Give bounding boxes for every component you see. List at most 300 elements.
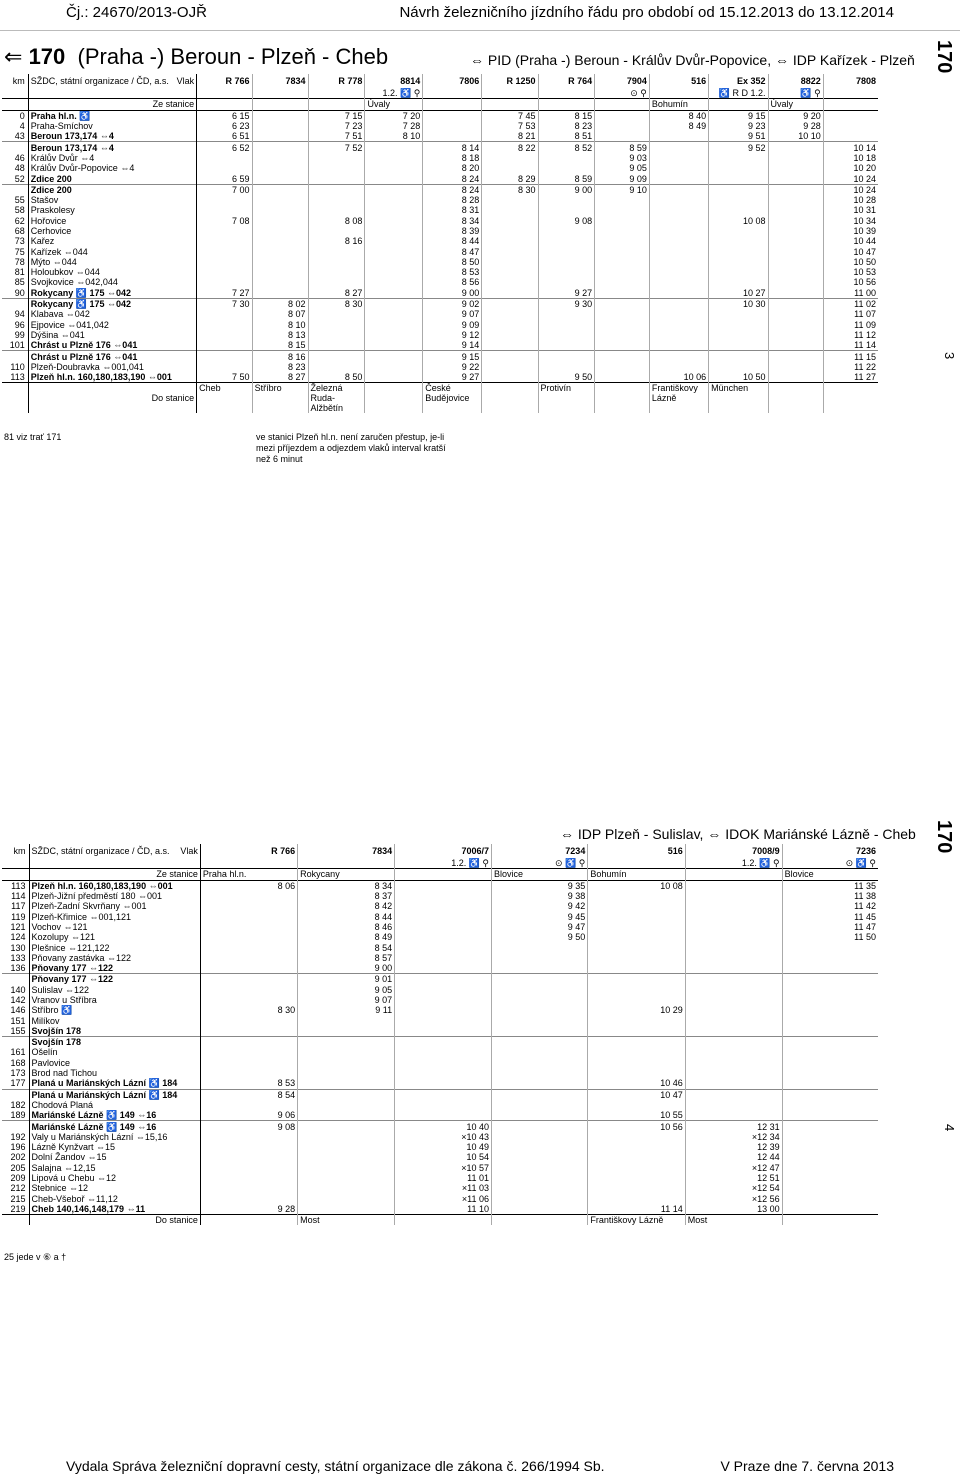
departure-time: 7 30 — [197, 298, 252, 309]
departure-time — [395, 1100, 492, 1110]
departure-time — [709, 362, 768, 372]
departure-time — [782, 1037, 878, 1048]
departure-time — [365, 246, 423, 256]
departure-time — [588, 1015, 685, 1025]
departure-time — [365, 351, 423, 362]
station-km: 117 — [11, 901, 26, 912]
departure-time — [768, 163, 823, 173]
origin-station: Bohumín — [588, 869, 685, 880]
destination-station: München — [709, 383, 768, 414]
departure-time: 6 59 — [197, 173, 252, 184]
departure-time — [308, 226, 365, 236]
train-label: Vlak — [176, 76, 195, 86]
station-name: Vochov ⇔121 — [29, 922, 200, 932]
departure-time — [588, 891, 685, 901]
departure-time: 8 02 — [252, 298, 308, 309]
departure-time: 8 15 — [538, 110, 595, 121]
departure-time — [595, 236, 650, 246]
departure-time: ×11 03 — [395, 1183, 492, 1193]
departure-time — [768, 257, 823, 267]
departure-time: 8 44 — [298, 911, 395, 921]
departure-time — [538, 226, 595, 236]
station-km: 192 — [10, 1131, 26, 1142]
departure-time — [365, 184, 423, 195]
departure-time — [482, 288, 538, 299]
station-km: 119 — [11, 911, 26, 922]
station-km: 219 — [10, 1203, 26, 1214]
departure-time — [685, 932, 782, 942]
departure-time — [298, 1026, 395, 1037]
station-row — [2, 1005, 878, 1015]
departure-time — [782, 995, 878, 1005]
departure-time: 10 08 — [709, 216, 768, 226]
train-note: ⊙ ⚲ — [595, 88, 650, 99]
departure-time — [782, 974, 878, 985]
departure-time — [685, 1005, 782, 1015]
train-number: R 778 — [308, 74, 365, 88]
departure-time — [492, 1173, 588, 1183]
departure-time — [365, 309, 423, 319]
departure-time — [298, 1152, 395, 1162]
departure-time — [685, 1068, 782, 1078]
departure-time — [298, 1121, 395, 1132]
departure-time: 7 51 — [308, 131, 365, 142]
departure-time — [709, 226, 768, 236]
departure-time: 9 15 — [709, 110, 768, 121]
station-name: Vranov u Stříbra — [29, 995, 200, 1005]
departure-time: 10 29 — [588, 1005, 685, 1015]
station-name: Stebnice ⇔12 — [29, 1183, 200, 1193]
departure-time — [649, 184, 708, 195]
departure-time — [588, 1100, 685, 1110]
departure-time: 9 00 — [423, 288, 482, 299]
departure-time — [308, 246, 365, 256]
departure-time — [709, 153, 768, 163]
departure-time — [768, 226, 823, 236]
departure-time — [298, 1047, 395, 1057]
station-row — [2, 1152, 878, 1162]
departure-time: 8 54 — [298, 942, 395, 952]
station-row — [2, 1173, 878, 1183]
station-name: Sulislav ⇔122 — [29, 985, 200, 995]
departure-time — [685, 1026, 782, 1037]
departure-time — [588, 995, 685, 1005]
station-km: 146 — [10, 1005, 26, 1016]
departure-time — [709, 184, 768, 195]
departure-time — [365, 142, 423, 153]
station-km: 46 — [14, 152, 25, 163]
departure-time — [588, 1142, 685, 1152]
train-note — [252, 88, 308, 99]
origin-station: Praha hl.n. — [200, 869, 297, 880]
departure-time — [492, 1194, 588, 1204]
departure-time — [768, 142, 823, 153]
departure-time: 13 00 — [685, 1204, 782, 1215]
station-name: Mýto ⇔044 — [28, 257, 196, 267]
train-header-row — [2, 844, 878, 858]
station-name: Králův Dvůr ⇔4 — [28, 153, 196, 163]
departure-time: 10 39 — [853, 226, 876, 236]
departure-time — [200, 922, 297, 932]
departure-time — [252, 153, 308, 163]
station-row — [2, 1100, 878, 1110]
departure-time — [782, 1173, 878, 1183]
departure-time — [252, 288, 308, 299]
departure-time: 10 24 — [853, 173, 876, 184]
station-row — [2, 267, 878, 277]
departure-time — [298, 1089, 395, 1100]
departure-time — [395, 1068, 492, 1078]
departure-time: 8 37 — [298, 891, 395, 901]
departure-time — [252, 142, 308, 153]
departure-time — [197, 226, 252, 236]
departure-time — [823, 131, 878, 142]
station-km: 205 — [10, 1162, 26, 1173]
departure-time — [782, 942, 878, 952]
departure-time: 9 12 — [423, 330, 482, 340]
station-km: 177 — [10, 1078, 26, 1089]
departure-time — [200, 1058, 297, 1068]
departure-time — [492, 1183, 588, 1193]
origin-station — [308, 99, 365, 110]
departure-time — [595, 340, 650, 351]
station-km: 81 — [14, 267, 25, 278]
destination-station — [782, 1215, 878, 1226]
station-row — [2, 1078, 878, 1089]
vlak-header — [28, 74, 196, 88]
departure-time: 7 53 — [482, 121, 538, 131]
destination-row — [2, 383, 878, 414]
departure-time — [395, 1089, 492, 1100]
departure-time — [685, 1015, 782, 1025]
departure-time: 9 05 — [298, 985, 395, 995]
station-name: Hořovice — [28, 216, 196, 226]
departure-time — [649, 216, 708, 226]
departure-time — [197, 205, 252, 215]
station-km: 136 — [10, 963, 26, 974]
station-name: Praha hl.n. ♿ — [28, 110, 196, 121]
departure-time — [685, 963, 782, 974]
departure-time — [649, 195, 708, 205]
departure-time — [782, 1142, 878, 1152]
destination-row — [2, 1215, 878, 1226]
departure-time: 9 50 — [538, 372, 595, 383]
departure-time: 8 15 — [252, 340, 308, 351]
departure-time — [588, 1037, 685, 1048]
departure-time: 11 27 — [854, 372, 876, 383]
station-name: Dýšina ⇔041 — [28, 330, 196, 340]
departure-time — [197, 362, 252, 372]
station-row — [2, 942, 878, 952]
departure-time: 10 30 — [709, 298, 768, 309]
departure-time: 9 09 — [595, 173, 650, 184]
departure-time — [768, 362, 823, 372]
station-row — [2, 351, 878, 362]
departure-time — [197, 267, 252, 277]
departure-time — [492, 1068, 588, 1078]
departure-time — [492, 985, 588, 995]
departure-time — [538, 236, 595, 246]
station-name: Plzeň hl.n. 160,180,183,190 ⇔001 — [29, 880, 200, 891]
departure-time — [200, 942, 297, 952]
footnote-25: 25 jede v ⑥ a † — [4, 1252, 67, 1262]
departure-time — [649, 142, 708, 153]
departure-time — [197, 320, 252, 330]
departure-time: 8 16 — [308, 236, 365, 246]
station-row — [2, 1089, 878, 1100]
departure-time: 8 54 — [200, 1089, 297, 1100]
departure-time — [252, 131, 308, 142]
departure-time — [197, 340, 252, 351]
departure-time: 7 08 — [197, 216, 252, 226]
departure-time — [308, 362, 365, 372]
station-blank — [28, 88, 196, 99]
station-km: 140 — [10, 984, 26, 995]
departure-time — [492, 1078, 588, 1089]
departure-time — [492, 1026, 588, 1037]
station-name: Kařízek ⇔044 — [28, 246, 196, 256]
timetable-bottom — [2, 844, 878, 1225]
station-name: Plzeň-Zadní Skvrňany ⇔001 — [29, 901, 200, 911]
station-row — [2, 372, 878, 383]
station-row — [2, 1026, 878, 1037]
departure-time: 11 42 — [854, 901, 876, 912]
departure-time — [595, 110, 650, 121]
departure-time: 10 28 — [853, 195, 876, 206]
destination-station — [492, 1215, 588, 1226]
origin-station: Bohumín — [649, 99, 708, 110]
departure-time — [685, 953, 782, 963]
departure-time: 9 52 — [709, 142, 768, 153]
departure-time — [538, 330, 595, 340]
departure-time — [595, 226, 650, 236]
departure-time — [595, 216, 650, 226]
departure-time — [482, 320, 538, 330]
station-row — [2, 184, 878, 195]
station-km: 110 — [10, 361, 25, 372]
departure-time — [197, 351, 252, 362]
departure-time: 8 47 — [423, 246, 482, 256]
station-km: 173 — [10, 1068, 26, 1079]
destination-station: Most — [298, 1215, 395, 1226]
station-name: Planá u Mariánských Lázní ♿ 184 — [29, 1089, 200, 1100]
train-number: 516 — [649, 74, 708, 88]
departure-time — [492, 1121, 588, 1132]
train-number: R 764 — [538, 74, 595, 88]
departure-time: 10 14 — [823, 142, 878, 153]
station-name: Klabava ⇔042 — [28, 309, 196, 319]
departure-time — [782, 1078, 878, 1089]
departure-time — [365, 340, 423, 351]
page-number: 3 — [942, 352, 957, 360]
departure-time — [482, 298, 538, 309]
departure-time — [768, 330, 823, 340]
departure-time — [823, 110, 878, 121]
station-row — [2, 1121, 878, 1132]
station-row — [2, 985, 878, 995]
departure-time: 10 46 — [588, 1078, 685, 1089]
departure-time — [595, 298, 650, 309]
departure-time: 10 55 — [588, 1110, 685, 1121]
departure-time — [200, 1194, 297, 1204]
departure-time — [685, 974, 782, 985]
train-note: 1.2. ♿ ⚲ — [685, 858, 782, 869]
departure-time: 9 07 — [423, 309, 482, 319]
station-row — [2, 995, 878, 1005]
departure-time: 8 20 — [423, 163, 482, 173]
departure-time — [200, 953, 297, 963]
departure-time: 8 49 — [298, 932, 395, 942]
departure-time — [365, 173, 423, 184]
departure-time — [492, 1152, 588, 1162]
departure-time — [768, 298, 823, 309]
station-km: 94 — [14, 309, 25, 320]
document-title: Návrh železničního jízdního řádu pro období od 15.12.2013 do 13.12.2014 — [399, 4, 894, 21]
departure-time — [200, 1173, 297, 1183]
departure-time — [782, 1068, 878, 1078]
departure-time — [588, 1132, 685, 1142]
departure-time — [482, 330, 538, 340]
departure-time — [588, 1026, 685, 1037]
station-row — [2, 963, 878, 974]
departure-time: ×10 43 — [395, 1132, 492, 1142]
departure-time — [588, 953, 685, 963]
station-row — [2, 1015, 878, 1025]
departure-time — [709, 173, 768, 184]
origin-station — [197, 99, 252, 110]
departure-time — [782, 953, 878, 963]
departure-time — [782, 1026, 878, 1037]
vlak-header — [29, 844, 200, 858]
station-row — [2, 922, 878, 932]
departure-time — [197, 330, 252, 340]
departure-time — [588, 1047, 685, 1057]
station-row — [2, 340, 878, 351]
departure-time — [768, 267, 823, 277]
departure-time — [395, 1026, 492, 1037]
departure-time: 8 08 — [308, 216, 365, 226]
departure-time: 11 47 — [854, 921, 876, 932]
station-name: Planá u Mariánských Lázní ♿ 184 — [29, 1078, 200, 1089]
departure-time: 9 30 — [538, 298, 595, 309]
departure-time: 8 59 — [538, 173, 595, 184]
departure-time — [200, 985, 297, 995]
destination-station: Protivín — [538, 383, 595, 414]
station-name: Praskolesy — [28, 205, 196, 215]
km-header: km — [13, 846, 26, 856]
departure-time — [200, 1047, 297, 1057]
station-row — [2, 257, 878, 267]
departure-time — [649, 298, 708, 309]
departure-time: 8 59 — [595, 142, 650, 153]
departure-time — [538, 277, 595, 287]
departure-time: 11 01 — [395, 1173, 492, 1183]
departure-time: 10 50 — [709, 372, 768, 383]
departure-time — [595, 320, 650, 330]
origin-station: Úvaly — [365, 99, 423, 110]
station-row — [2, 1047, 878, 1057]
station-row — [2, 142, 878, 153]
departure-time — [685, 1078, 782, 1089]
departure-time — [482, 257, 538, 267]
train-number: 7806 — [423, 74, 482, 88]
departure-time: 10 54 — [395, 1152, 492, 1162]
departure-time — [395, 995, 492, 1005]
station-km: 124 — [10, 932, 26, 943]
train-number: 8814 — [365, 74, 423, 88]
station-name: Cheb 140,146,148,179 ⇔11 — [29, 1204, 200, 1215]
departure-time — [782, 1110, 878, 1121]
departure-time: 8 39 — [423, 226, 482, 236]
departure-time — [197, 195, 252, 205]
departure-time — [482, 351, 538, 362]
departure-time: 10 47 — [588, 1089, 685, 1100]
departure-time: 9 05 — [595, 163, 650, 173]
departure-time — [588, 932, 685, 942]
departure-time — [595, 309, 650, 319]
train-note: 1.2. ♿ ⚲ — [395, 858, 492, 869]
departure-time — [492, 995, 588, 1005]
departure-time — [709, 205, 768, 215]
departure-time — [709, 320, 768, 330]
departure-time — [482, 277, 538, 287]
departure-time: 11 09 — [854, 319, 876, 330]
departure-time: 9 01 — [298, 974, 395, 985]
departure-time: 8 27 — [308, 288, 365, 299]
train-number: 7834 — [252, 74, 308, 88]
departure-time — [649, 288, 708, 299]
departure-time — [538, 153, 595, 163]
departure-time — [649, 257, 708, 267]
train-note: ♿ R D 1.2. — [709, 88, 768, 99]
km-blank — [2, 1215, 29, 1226]
departure-time — [395, 1037, 492, 1048]
departure-time: 10 49 — [395, 1142, 492, 1152]
departure-time — [782, 1194, 878, 1204]
departure-time: 9 11 — [298, 1005, 395, 1015]
destination-station — [482, 383, 538, 414]
station-km: 168 — [10, 1057, 26, 1068]
departure-time: 8 34 — [298, 880, 395, 891]
departure-time — [588, 1163, 685, 1173]
departure-time — [538, 246, 595, 256]
departure-time — [298, 1204, 395, 1215]
departure-time — [482, 195, 538, 205]
departure-time — [482, 309, 538, 319]
station-blank — [29, 858, 200, 869]
departure-time: 8 52 — [538, 142, 595, 153]
station-name: Milíkov — [29, 1015, 200, 1025]
origin-station — [482, 99, 538, 110]
station-row — [2, 953, 878, 963]
station-km: 68 — [14, 226, 25, 236]
departure-time — [782, 1005, 878, 1015]
departure-time — [200, 911, 297, 921]
departure-time: ×12 56 — [685, 1194, 782, 1204]
origin-station — [252, 99, 308, 110]
departure-time — [588, 922, 685, 932]
departure-time: 8 53 — [200, 1078, 297, 1089]
departure-time: 11 45 — [854, 911, 876, 922]
station-km: 62 — [14, 215, 25, 226]
station-km: 130 — [10, 942, 26, 953]
departure-time: 6 23 — [197, 121, 252, 131]
departure-time: 8 24 — [423, 184, 482, 195]
km-blank — [2, 383, 28, 414]
station-name: Chodová Planá — [29, 1100, 200, 1110]
station-row — [2, 173, 878, 184]
departure-time: 8 24 — [423, 173, 482, 184]
